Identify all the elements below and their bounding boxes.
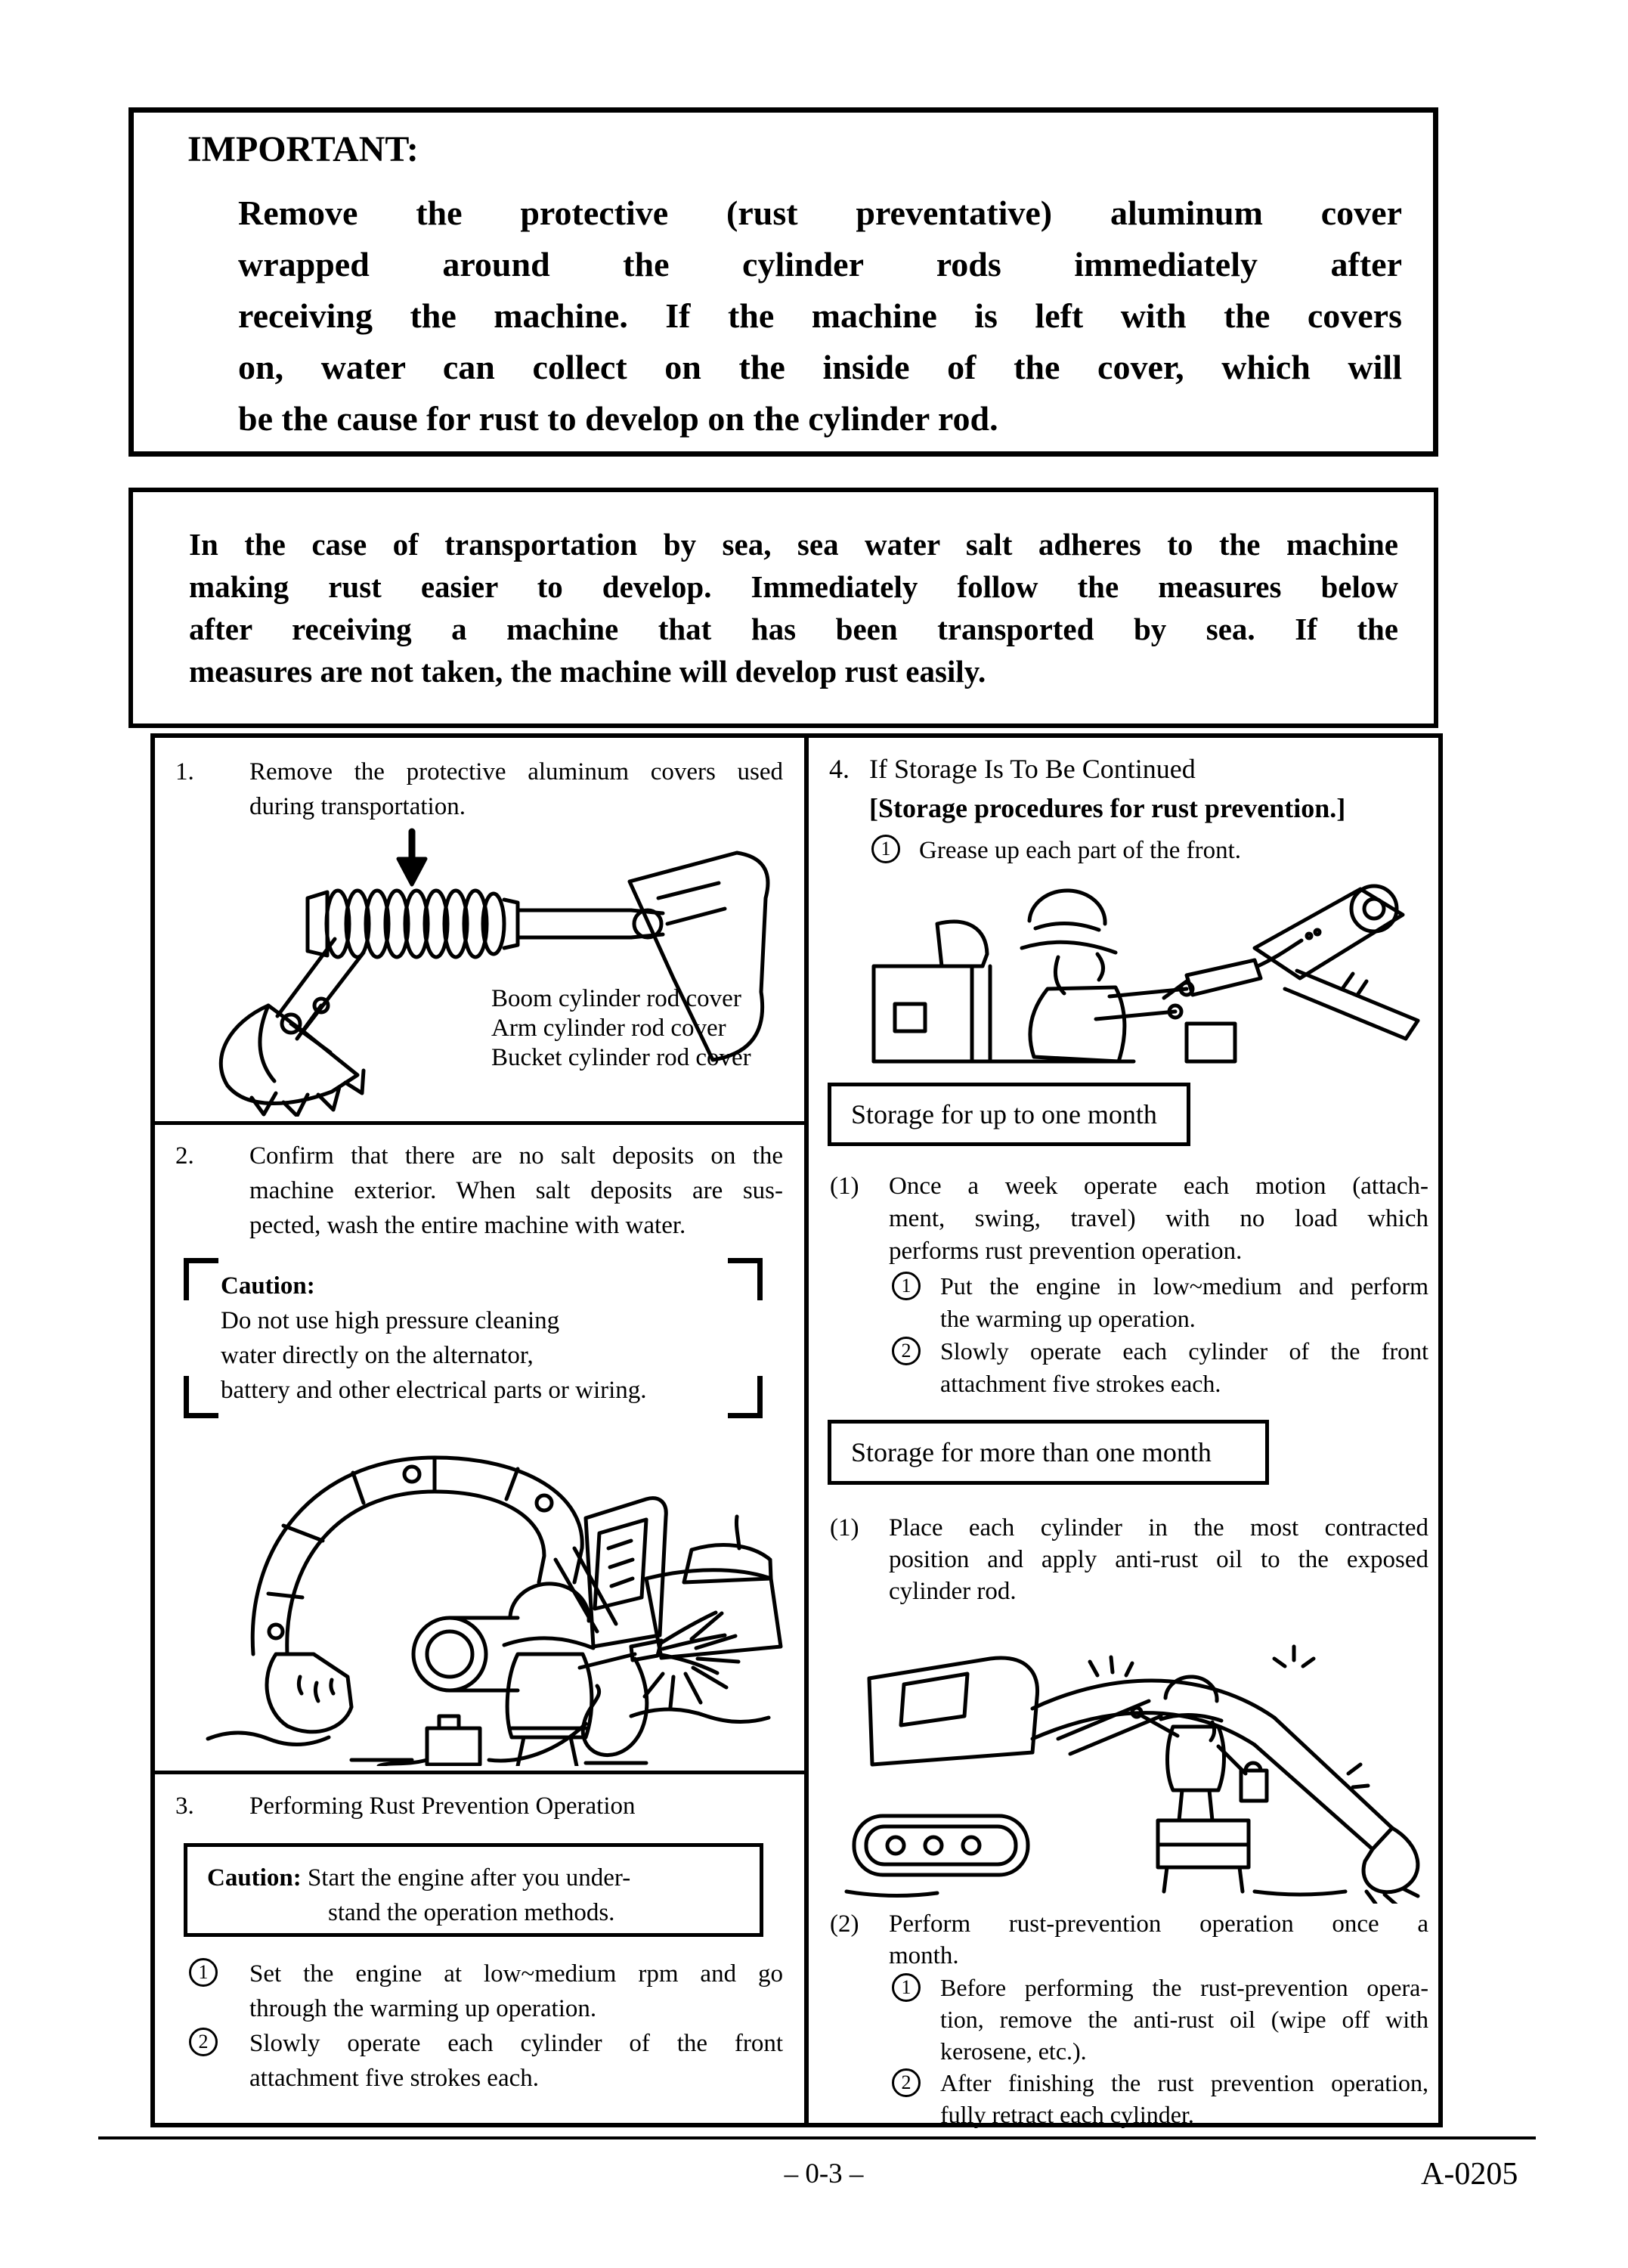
item3-title: Performing Rust Prevention Operation bbox=[249, 1792, 636, 1820]
paragraph-line: cylinder rod. bbox=[889, 1578, 1017, 1605]
item2-line: machine exterior. When salt deposits are sus- bbox=[249, 1177, 783, 1204]
storage-long-label: Storage for more than one month bbox=[851, 1437, 1212, 1467]
illustration-washing-machine bbox=[162, 1427, 797, 1766]
storage-short-step1 bbox=[940, 1270, 1428, 1335]
sea-notice-body bbox=[189, 523, 1398, 692]
storage-long-step2 bbox=[940, 2067, 1428, 2130]
circled-step-number: 1 bbox=[892, 1973, 921, 2002]
step-line: through the warming up operation. bbox=[249, 1995, 597, 2022]
storage-short-p1 bbox=[889, 1170, 1428, 1268]
row-divider-2 bbox=[155, 1771, 804, 1774]
important-title: IMPORTANT: bbox=[187, 129, 419, 169]
important-line: wrapped around the cylinder rods immediately after bbox=[238, 245, 1402, 284]
step-line: After finishing the rust prevention operation, bbox=[940, 2069, 1428, 2096]
cover-label: Bucket cylinder rod cover bbox=[491, 1044, 751, 1071]
illustration-cylinder-covers bbox=[178, 826, 790, 1117]
step-line: Before performing the rust-prevention opera- bbox=[940, 1974, 1428, 2001]
storage-long-p2-number: (2) bbox=[830, 1910, 859, 1938]
item4-number: 4. bbox=[829, 754, 850, 784]
page-number: – 0-3 – bbox=[784, 2158, 864, 2189]
item4-step1-text: Grease up each part of the front. bbox=[919, 837, 1242, 864]
important-line: on, water can collect on the inside of the cover, which will bbox=[238, 348, 1402, 386]
storage-short-p1-number: (1) bbox=[830, 1173, 859, 1200]
caution-line: Do not use high pressure cleaning bbox=[221, 1307, 560, 1334]
item2-text bbox=[249, 1139, 783, 1243]
paragraph-line: position and apply anti-rust oil to the exposed bbox=[889, 1546, 1428, 1573]
step-line: attachment five strokes each. bbox=[249, 2065, 539, 2092]
important-body bbox=[238, 187, 1402, 445]
item4-subtitle: [Storage procedures for rust prevention.] bbox=[869, 793, 1346, 823]
item1-line: Remove the protective aluminum covers used bbox=[249, 758, 783, 785]
footer-rule bbox=[98, 2136, 1536, 2139]
circled-step-number: 2 bbox=[892, 1337, 921, 1365]
item1-cover-labels bbox=[491, 984, 751, 1073]
arrow-down-icon bbox=[398, 859, 426, 885]
illustration-greasing-front bbox=[831, 875, 1428, 1078]
cover-label: Boom cylinder rod cover bbox=[491, 985, 741, 1012]
storage-short-label: Storage for up to one month bbox=[851, 1099, 1157, 1129]
storage-short-step2 bbox=[940, 1335, 1428, 1400]
sea-notice-line: measures are not taken, the machine will develop rust easily. bbox=[189, 654, 986, 689]
important-line: Remove the protective (rust preventative) aluminum cover bbox=[238, 194, 1402, 232]
item2-number: 2. bbox=[175, 1142, 194, 1170]
caution-text: Start the engine after you under- bbox=[307, 1864, 631, 1892]
step-line: kerosene, etc.). bbox=[940, 2037, 1087, 2065]
paragraph-line: Perform rust-prevention operation once a bbox=[889, 1910, 1428, 1938]
row-divider-1 bbox=[155, 1121, 804, 1125]
paragraph-line: Once a week operate each motion (attach- bbox=[889, 1173, 1428, 1200]
circled-step-number: 2 bbox=[892, 2068, 921, 2097]
important-line: be the cause for rust to develop on the cylinder rod. bbox=[238, 399, 998, 438]
sea-notice-line: In the case of transportation by sea, sea water salt adheres to the machine bbox=[189, 527, 1398, 562]
step-line: Slowly operate each cylinder of the front bbox=[249, 2030, 783, 2057]
item1-number: 1. bbox=[175, 758, 194, 785]
paragraph-line: Place each cylinder in the most contracted bbox=[889, 1514, 1428, 1541]
item2-line: Confirm that there are no salt deposits on the bbox=[249, 1142, 783, 1170]
illustration-anti-rust-oil bbox=[831, 1625, 1436, 1904]
step-line: tion, remove the anti-rust oil (wipe off with bbox=[940, 2006, 1428, 2033]
step-line: Set the engine at low~medium rpm and go bbox=[249, 1960, 783, 1988]
cover-label: Arm cylinder rod cover bbox=[491, 1015, 726, 1042]
paragraph-line: ment, swing, travel) with no load which bbox=[889, 1205, 1428, 1232]
caution-line: battery and other electrical parts or wiring. bbox=[221, 1377, 647, 1404]
storage-long-label-box bbox=[828, 1420, 1269, 1485]
bracket-corner-icon bbox=[184, 1258, 218, 1300]
important-line: receiving the machine. If the machine is left with the covers bbox=[238, 296, 1402, 335]
caution-bracket-box bbox=[184, 1258, 763, 1418]
storage-short-label-box bbox=[828, 1083, 1190, 1146]
storage-long-p1-number: (1) bbox=[830, 1514, 859, 1541]
step-line: Slowly operate each cylinder of the front bbox=[940, 1337, 1428, 1365]
circled-step-number: 1 bbox=[189, 1958, 218, 1987]
sea-notice-line: after receiving a machine that has been transported by sea. If the bbox=[189, 612, 1398, 646]
step-line: attachment five strokes each. bbox=[940, 1370, 1221, 1397]
item1-line: during transportation. bbox=[249, 793, 466, 820]
caution-title: Caution: bbox=[221, 1272, 315, 1300]
circled-step-number: 1 bbox=[892, 1272, 921, 1300]
item1-text bbox=[249, 754, 783, 824]
storage-long-step1 bbox=[940, 1972, 1428, 2067]
step-line: fully retract each cylinder. bbox=[940, 2101, 1194, 2128]
sea-notice-line: making rust easier to develop. Immediately follow the measures below bbox=[189, 569, 1398, 604]
document-code: A-0205 bbox=[1421, 2157, 1518, 2192]
circled-step-number: 1 bbox=[871, 835, 900, 863]
circled-step-number: 2 bbox=[189, 2028, 218, 2056]
storage-long-p1 bbox=[889, 1512, 1428, 1607]
caution-label: Caution: bbox=[207, 1864, 302, 1892]
bracket-corner-icon bbox=[184, 1376, 218, 1418]
storage-long-p2 bbox=[889, 1908, 1428, 1972]
paragraph-line: month. bbox=[889, 1942, 959, 1969]
item2-line: pected, wash the entire machine with water. bbox=[249, 1212, 686, 1239]
item3-step1-text bbox=[249, 1957, 783, 2026]
step-line: the warming up operation. bbox=[940, 1305, 1196, 1332]
caution-text: stand the operation methods. bbox=[328, 1899, 615, 1926]
caution-line: water directly on the alternator, bbox=[221, 1342, 534, 1369]
caution-box-item3 bbox=[184, 1843, 763, 1937]
item3-step2-text bbox=[249, 2026, 783, 2096]
step-line: Put the engine in low~medium and perform bbox=[940, 1272, 1428, 1300]
column-divider bbox=[804, 733, 809, 2127]
paragraph-line: performs rust prevention operation. bbox=[889, 1238, 1243, 1265]
item4-title: If Storage Is To Be Continued bbox=[869, 754, 1196, 784]
item3-number: 3. bbox=[175, 1792, 194, 1820]
